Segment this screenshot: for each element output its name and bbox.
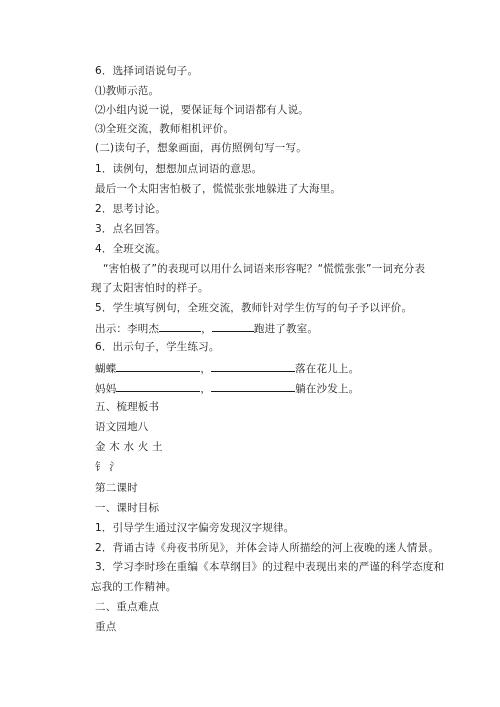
substep-3: ⑶全班交流，教师相机评价。 (95, 123, 235, 136)
comma: ， (201, 323, 212, 336)
blank-field (212, 320, 254, 332)
paragraph-line-1: “害怕极了”的表现可以用什么词语来形容呢？“慌慌张张”一词充分表 (103, 262, 426, 275)
fill-sentence-3 (95, 380, 359, 396)
answer-step: 3．点名回答。 (95, 222, 167, 235)
read-example-step: 1．读例句，想想加点词语的意思。 (95, 162, 263, 175)
goal-2: 2．背诵古诗《舟夜书所见》，并体会诗人所描绘的河上夜晚的迷人情景。 (95, 542, 440, 555)
fill-sentence-1 (95, 320, 318, 336)
fill-sentence-2-suffix: 落在花儿上。 (295, 363, 360, 376)
share-step: 4．全班交流。 (95, 242, 167, 255)
blank-field (116, 380, 200, 392)
section-2-heading: (二)读句子，想象画面，再仿照例句写一写。 (95, 142, 307, 155)
fill-sentence-1-prefix: 出示：李明杰 (95, 323, 160, 336)
discuss-step: 2．思考讨论。 (95, 202, 167, 215)
board-radicals: 钅 氵 (95, 460, 120, 473)
keypoints-heading: 二、重点难点 (95, 601, 160, 614)
fill-sentence-2 (95, 360, 359, 376)
goals-heading: 一、课时目标 (95, 502, 160, 515)
goal-3-continued: 忘我的工作精神。 (91, 581, 177, 594)
substep-2: ⑵小组内说一说，要保证每个词语都有人说。 (95, 104, 309, 116)
step-6-heading: 6．选择词语说句子。 (95, 65, 199, 77)
comma: ， (200, 383, 212, 396)
section-5-heading: 五、梳理板书 (95, 401, 160, 414)
fill-sentence-3-suffix: 躺在沙发上。 (295, 383, 360, 396)
board-title: 语文园地八 (95, 421, 149, 433)
goal-1: 1．引导学生通过汉字偏旁发现汉字规律。 (95, 522, 295, 535)
example-sentence: 最后一个太阳害怕极了，慌慌张张地躲进了大海里。 (95, 182, 342, 195)
second-lesson-title: 第二课时 (95, 481, 138, 494)
paragraph-line-2: 现了太阳害怕时的样子。 (91, 281, 209, 294)
keypoints-label: 重点 (95, 621, 117, 633)
goal-3: 3．学习李时珍在重编《本草纲目》的过程中表现出来的严谨的科学态度和 (95, 561, 445, 574)
comma: ， (200, 363, 212, 376)
blank-field (211, 380, 295, 392)
fill-example-step: 5．学生填写例句，全班交流，教师针对学生仿写的句子予以评价。 (95, 301, 413, 314)
substep-1: ⑴教师示范。 (95, 84, 160, 97)
practice-step: 6．出示句子，学生练习。 (95, 341, 220, 354)
blank-field (159, 320, 201, 332)
fill-sentence-2-prefix: 蝴蝶 (95, 363, 117, 376)
blank-field (211, 360, 295, 372)
fill-sentence-3-prefix: 妈妈 (95, 383, 117, 396)
board-elements: 金 木 水 火 土 (95, 440, 163, 453)
blank-field (116, 360, 200, 372)
fill-sentence-1-suffix: 跑进了教室。 (253, 323, 319, 336)
